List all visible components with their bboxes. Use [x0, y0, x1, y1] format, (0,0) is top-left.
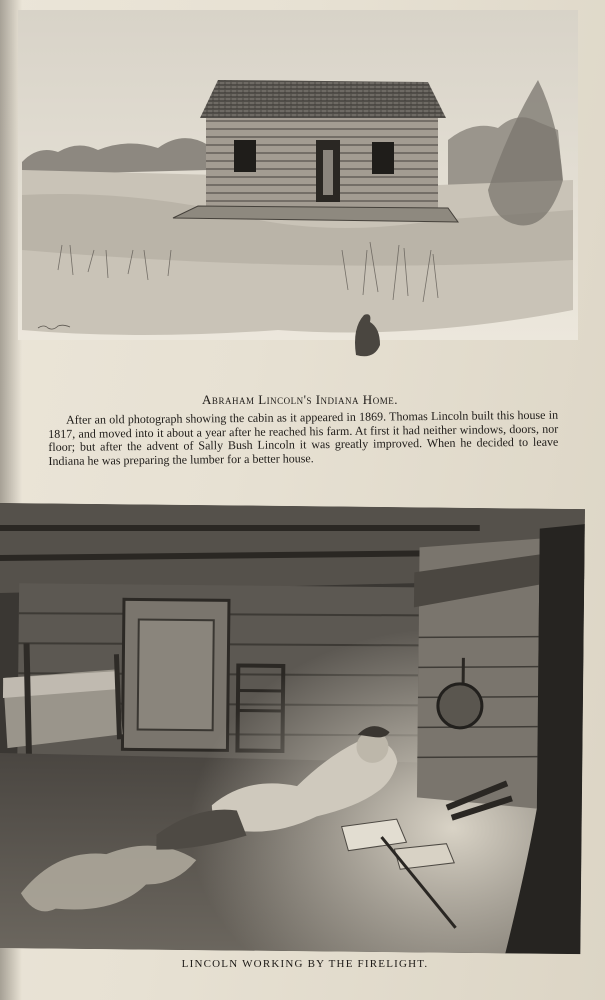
bottom-caption: LINCOLN WORKING BY THE FIRELIGHT.: [181, 958, 429, 970]
firelight-illustration: [0, 503, 585, 954]
top-caption: Abraham Lincoln's Indiana Home.: [202, 392, 398, 407]
description-paragraph: After an old photograph showing the cabin as it appeared in 1869. Thomas Lincoln built this house in 1817, and moved into it about a year after he reached his farm. At first it had neither windows, doors, nor floor; but after the advent of Sally Bush Lincoln it was greatly improved. When he decided to leave Indiana he was preparing the lumber for a better house.: [48, 407, 559, 468]
cabin-illustration: [18, 10, 578, 375]
